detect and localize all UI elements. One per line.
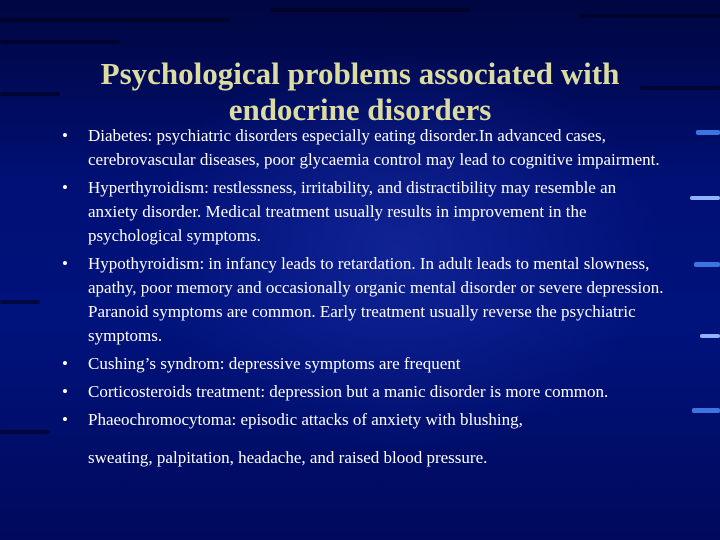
bullet-item-diabetes [58,124,668,172]
decor-streak-light [700,334,720,338]
bullet-item-cushings [58,352,668,376]
decor-streak-light [690,196,720,200]
decor-streak [270,8,470,12]
decor-streak [0,92,60,96]
bullet-icon: • [62,410,68,429]
bullet-text-continuation: sweating, palpitation, headache, and raised blood pressure. [88,448,488,467]
bullet-list [58,124,668,474]
slide-title: Psychological problems associated with endocrine disorders [100,56,620,127]
bullet-item-hyperthyroidism [58,176,668,248]
decor-streak-blue [692,408,720,413]
decor-streak [580,14,720,18]
bullet-icon: • [62,126,68,145]
bullet-item-phaeochromocytoma [58,408,668,470]
bullet-icon: • [62,254,68,273]
decor-streak [0,40,120,44]
bullet-icon: • [62,382,68,401]
bullet-text: Phaeochromocytoma: episodic attacks of anxiety with blushing, [88,410,523,429]
decor-streak-blue [694,262,720,267]
bullet-icon: • [62,178,68,197]
bullet-text: Hypothyroidism: in infancy leads to retardation. In adult leads to mental slowness, apathy, poor memory and occasionally organic mental disorder or severe depression. Paranoid symptoms are common. Early treatment usually reverse the psychiatric symptoms. [88,254,664,345]
bullet-item-hypothyroidism [58,252,668,348]
decor-streak [0,430,50,434]
bullet-icon: • [62,354,68,373]
decor-streak [0,18,230,22]
bullet-text: Hyperthyroidism: restlessness, irritability, and distractibility may resemble an anxiety disorder. Medical treatment usually results in improvement in the psychological symptoms. [88,178,617,245]
bullet-text: Diabetes: psychiatric disorders especially eating disorder.In advanced cases, cerebrovascular diseases, poor glycaemia control may lead to cognitive impairment. [88,126,660,169]
bullet-text: Corticosteroids treatment: depression but a manic disorder is more common. [88,382,609,401]
bullet-item-corticosteroids [58,380,668,404]
decor-streak-blue [696,130,720,135]
bullet-text: Cushing’s syndrom: depressive symptoms are frequent [88,354,461,373]
decor-streak [0,300,40,304]
